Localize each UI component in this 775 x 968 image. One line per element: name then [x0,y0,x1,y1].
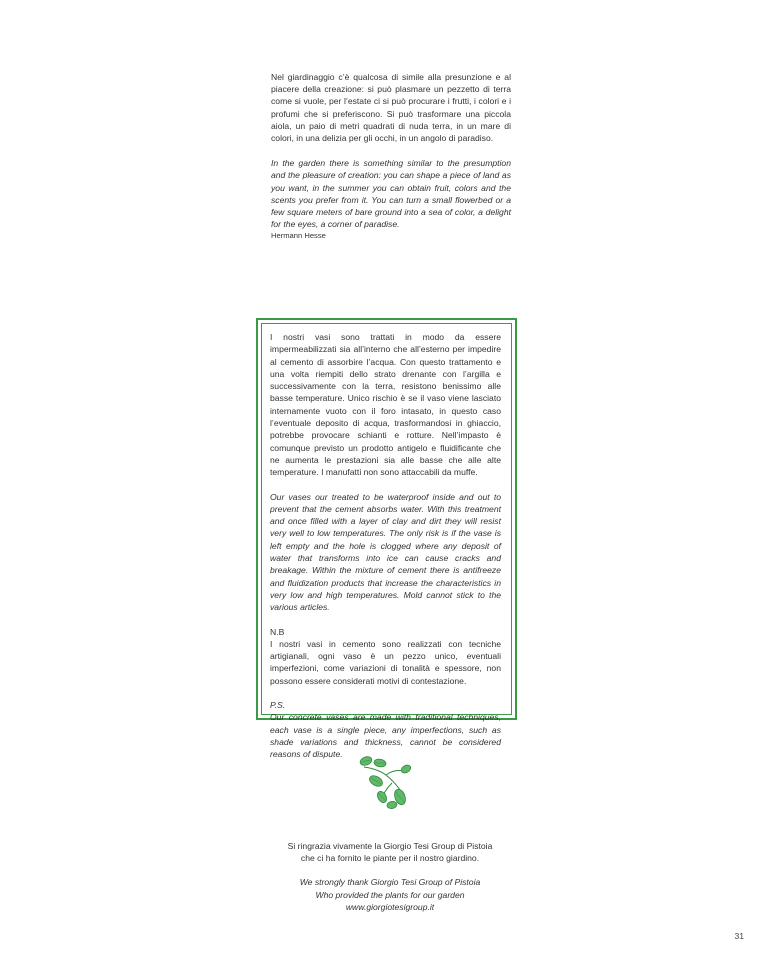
credits-en-line1: We strongly thank Giorgio Tesi Group of Pistoia [299,877,481,888]
quote-author: Hermann Hesse [271,231,326,241]
quote-italian: Nel giardinaggio c’è qualcosa di simile alla presunzione e al piacere della creazione: si può plasmare un pezzetto di terra come si vuole, per l’estate ci si può procurare i frutti, i colori e i profumi che si preferiscono. Si può trasformare una piccola aiola, un paio di metri quadrati di nuda terra, in un mare di colori, in una delizia per gli occhi, in un angolo di paradiso. [271,72,511,144]
nb-text: I nostri vasi in cemento sono realizzati con tecniche artigianali, ogni vaso è un pezzo unico, eventuali imperfezioni, come variazioni di tonalità e spessore, non possono essere considerati motivi di contestazione. [270,638,501,686]
nb-label: N.B [270,626,285,637]
product-notice-box [256,318,517,760]
credits-it-line1: Si ringrazia vivamente la Giorgio Tesi Group di Pistoia [287,841,493,851]
ps-text: Our concrete vases are made with traditional techniques, each vase is a single piece, any imperfections, such as shade variations and thickness, cannot be considered reasons of dispute. [270,712,501,760]
notice-english: Our vases our treated to be waterproof inside and out to prevent that the cement absorbs water. With this treatment and once filled with a layer of clay and dirt they will resist very well to low temperatures. The only risk is if the vase is left empty and the hole is clogged where any deposit of water that transforms into ice can cause cracks and breakage. Within the mixture of cement there is antifreeze and fluidization products that increase the characteristics in very low and high temperatures. Mold cannot stick to the various articles. [270,491,501,613]
credits-it-line2: che ci ha fornito le piante per il nostro giardino. [300,853,480,864]
ps-label: P.S. [270,700,286,711]
credits-en-line2: Who provided the plants for our garden [315,889,465,900]
credits-website[interactable]: www.giorgiotesigroup.it [345,901,435,912]
leaf-branch-icon [356,753,418,811]
notice-text [270,331,501,761]
quote-english: In the garden there is something similar to the presumption and the pleasure of creation: you can shape a piece of land as you want, in the summer you can obtain fruit, colors and the scents you prefer from it. You can turn a small flowerbed or a few square meters of bare ground into a sea of color, a delight for the eyes, a corner of paradise. [271,158,511,230]
credits [250,840,530,913]
hesse-quote [271,71,511,241]
notice-italian: I nostri vasi sono trattati in modo da essere impermeabilizzati sia all’interno che all’esterno per impedire al cemento di assorbire l’acqua. Con questo trattamento e una volta riempiti dello strato drenante con l’argilla e successivamente con la terra, resistono benissimo alle basse temperature. Unico rischio è se il vaso viene lasciato internamente vuoto con il foro intasato, in questo caso l’eventuale deposito di acqua, trasformandosi in ghiaccio, potrebbe provocare schianti e rotture. Nell’impasto è comunque previsto un prodotto antigelo e fluidificante che ne aumenta le prestazioni sia alle basse che alle alte temperature. I manufatti non sono attaccabili da muffe. [270,332,501,478]
page-number: 31 [734,931,744,941]
